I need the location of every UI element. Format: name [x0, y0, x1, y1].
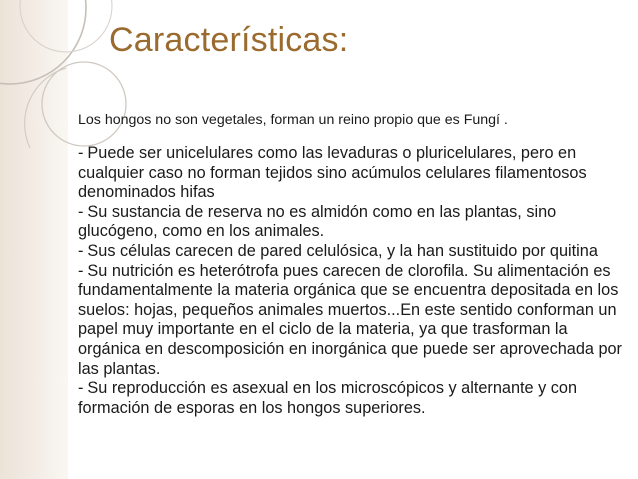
list-item	[78, 203, 623, 242]
list-item	[78, 262, 623, 380]
characteristics-list	[78, 144, 623, 418]
bullet-dash: -	[78, 144, 84, 162]
list-item-text: Su sustancia de reserva no es almidón como en las plantas, sino glucógeno, como en los animales.	[78, 202, 557, 241]
list-item	[78, 144, 623, 203]
bullet-dash: -	[78, 379, 84, 398]
list-item-text: Su reproducción es asexual en los microscópicos y alternante y con formación de esporas en los hongos superiores.	[78, 379, 578, 417]
bullet-dash: -	[78, 241, 84, 260]
list-item	[78, 379, 623, 418]
list-item-text: Su nutrición es heterótrofa pues carecen de clorofila. Su alimentación es fundamentalmente la materia orgánica que se encuentra depositada en los suelos: hojas, pequeños animales muertos...En este sentido conforman un papel muy importante en el ciclo de la materia, ya que trasforman la orgánica en descomposición en inorgánica que puede ser aprovechada por las plantas.	[78, 261, 622, 378]
slide-title: Características:	[109, 21, 349, 59]
list-item-text: Puede ser unicelulares como las levaduras o pluricelulares, pero en cualquier caso no forman tejidos sino acúmulos celulares filamentosos denominados hifas	[78, 144, 587, 202]
list-item	[78, 242, 623, 262]
bullet-dash: -	[78, 202, 84, 221]
bullet-dash: -	[78, 261, 84, 280]
intro-text: Los hongos no son vegetales, forman un reino propio que es Fungí .	[78, 112, 508, 128]
list-item-text: Sus células carecen de pared celulósica, y la han sustituido por quitina	[87, 241, 598, 260]
